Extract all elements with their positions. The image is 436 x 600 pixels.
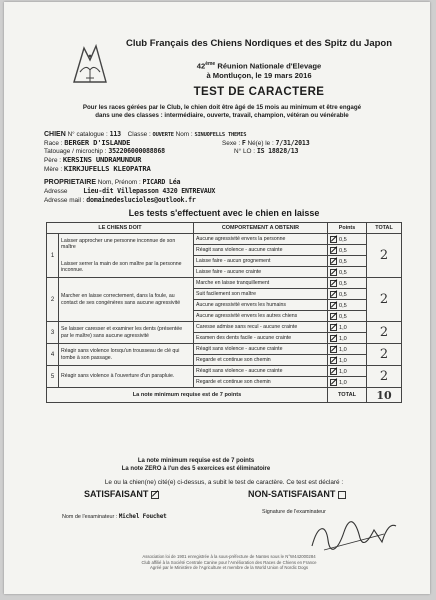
points-value: 1,0 xyxy=(339,335,347,342)
points-value: 0,5 xyxy=(339,236,347,243)
exercise-text: Réagir sans violence à l'ouverture d'un parapluie. xyxy=(61,373,175,380)
points-cell xyxy=(328,333,367,344)
points-cell xyxy=(328,322,367,333)
points-value: 0,5 xyxy=(339,247,347,254)
exercise-description xyxy=(59,366,194,388)
points-cell xyxy=(328,245,367,256)
result-satisfaisant[interactable] xyxy=(84,489,161,499)
behaviour-cell: Réagit sans violence - aucune crainte xyxy=(194,344,328,355)
eligibility-line-2: dans une des classes : intermédiaire, ouverte, travail, champion, vétéran ou vénérable xyxy=(95,112,349,119)
points-checkbox[interactable] xyxy=(330,258,337,265)
owner-address-label: Adresse xyxy=(44,188,68,195)
exercise-text: Laisser approcher une personne inconnue de son maître xyxy=(61,237,176,250)
sexe-label: Sexe : xyxy=(222,140,241,147)
examiner-name: Michel Fouchet xyxy=(118,513,167,520)
points-value: 0,5 xyxy=(339,291,347,298)
page-title: TEST DE CARACTERE xyxy=(193,86,325,98)
sexe-value: F xyxy=(241,139,246,147)
race-label: Race : xyxy=(44,140,63,147)
points-cell xyxy=(328,377,367,388)
owner-email-line xyxy=(44,196,196,205)
header-points: Points xyxy=(328,223,367,234)
examiner-line xyxy=(62,513,167,520)
behaviour-cell: Marche en laisse tranquillement xyxy=(194,278,328,289)
race-value: BERGER D'ISLANDE xyxy=(64,138,131,147)
points-value: 0,5 xyxy=(339,258,347,265)
examiner-signature xyxy=(304,516,400,556)
points-value: 0,5 xyxy=(339,302,347,309)
reunion-suffix: ème xyxy=(205,61,216,67)
points-value: 0,5 xyxy=(339,269,347,276)
behaviour-cell: Regarde et continue son chemin xyxy=(194,355,328,366)
exercise-total: 2 xyxy=(367,234,402,278)
points-checkbox[interactable] xyxy=(330,313,337,320)
footer-minimum: La note minimum requise est de 7 points xyxy=(47,388,328,403)
club-logo xyxy=(70,42,110,88)
header-total: TOTAL xyxy=(367,223,402,234)
event-info xyxy=(114,60,404,80)
exercise-total: 2 xyxy=(367,344,402,366)
behaviour-cell: Réagit sans violence - aucune crainte xyxy=(194,366,328,377)
points-value: 1,0 xyxy=(339,357,347,364)
behaviour-cell: Aucune agressivité envers les humains xyxy=(194,300,328,311)
lo-group xyxy=(234,147,298,156)
behaviour-cell: Caresse admise sans recul - aucune crainte xyxy=(194,322,328,333)
classe-value: OUVERTE xyxy=(152,132,174,138)
points-checkbox[interactable] xyxy=(330,357,337,364)
points-value: 1,0 xyxy=(339,368,347,375)
non-satisfaisant-checkbox[interactable] xyxy=(338,491,346,499)
points-cell xyxy=(328,355,367,366)
tatouage-value: 352206000088868 xyxy=(108,147,165,155)
points-value: 0,5 xyxy=(339,313,347,320)
club-name: Club Français des Chiens Nordiques et des Spitz du Japon xyxy=(125,38,393,49)
exercise-total: 2 xyxy=(367,278,402,322)
reunion-name: Réunion Nationale d'Elevage xyxy=(215,61,322,71)
points-checkbox[interactable] xyxy=(330,247,337,254)
exercise-number: 1 xyxy=(47,234,59,278)
grand-total: 10 xyxy=(367,388,402,403)
satisfaisant-label: SATISFAISANT xyxy=(84,489,149,499)
points-checkbox[interactable] xyxy=(330,302,337,309)
points-cell xyxy=(328,289,367,300)
examiner-label: Nom de l'examinateur : xyxy=(62,514,118,520)
lo-label: N° LO : xyxy=(234,148,256,155)
points-checkbox[interactable] xyxy=(330,291,337,298)
tatouage-label: Tatouage / microchip : xyxy=(44,148,107,155)
lo-value: IS 18828/13 xyxy=(256,147,299,155)
note-minimum: La note minimum requise est de 7 points xyxy=(137,458,255,464)
points-cell xyxy=(328,344,367,355)
non-satisfaisant-label: NON-SATISFAISANT xyxy=(248,489,336,499)
nele-value: 7/31/2013 xyxy=(275,139,310,147)
signature-label: Signature de l'examinateur xyxy=(262,509,326,515)
exercise-number: 2 xyxy=(47,278,59,322)
notes xyxy=(46,458,346,473)
points-checkbox[interactable] xyxy=(330,269,337,276)
table-row xyxy=(47,322,402,333)
mere-value: KIRKJUFELLS KLEOPATRA xyxy=(63,164,151,173)
points-value: 1,0 xyxy=(339,346,347,353)
legal-footer xyxy=(64,554,394,571)
pere-label: Père : xyxy=(44,157,62,164)
legal-line-1: Association loi de 1901 enregistrée à la sous-préfecture de Nantes sous le N°W442000284 xyxy=(142,554,316,559)
exercise-text: Laisser serrer la main de son maître par la personne inconnue. xyxy=(61,260,182,273)
test-sheet xyxy=(4,2,430,594)
header-dog: LE CHIENS DOIT xyxy=(47,223,194,234)
nele-label: Né(e) le : xyxy=(247,140,274,147)
table-row xyxy=(47,234,402,245)
exercise-description xyxy=(59,234,194,278)
points-cell xyxy=(328,234,367,245)
footer-total-label: TOTAL xyxy=(328,388,367,403)
table-row xyxy=(47,344,402,355)
dog-mother-line xyxy=(44,165,151,174)
owner-email-value: domainedeslucioles@outlook.fr xyxy=(86,196,196,204)
behaviour-cell: Réagit sans violence - aucune crainte xyxy=(194,245,328,256)
legal-line-3: Agréé par le Ministère de l'Agriculture et membre de la World Union of Nordic Dogs xyxy=(149,565,309,571)
nom-value: SINUOFELLS THEMIS xyxy=(194,132,247,138)
table-footer-row xyxy=(47,388,402,403)
points-checkbox[interactable] xyxy=(330,280,337,287)
owner-name-value: PICARD Léa xyxy=(142,178,181,186)
eligibility-text xyxy=(42,104,402,120)
header-behaviour: COMPORTEMENT A OBTENIR xyxy=(194,223,328,234)
exercise-number: 5 xyxy=(47,366,59,388)
owner-email-label: Adresse mail : xyxy=(44,197,85,204)
points-cell xyxy=(328,300,367,311)
exercise-text: Marcher en laisse correctement, dans la foule, au contact de ses congénères sans aucune agressivité xyxy=(61,293,181,306)
event-location: à Montluçon, le 19 mars 2016 xyxy=(206,70,312,80)
points-value: 0,5 xyxy=(339,280,347,287)
satisfaisant-checkbox[interactable] xyxy=(151,491,159,499)
reunion-number: 42 xyxy=(196,61,206,71)
catalogue-label: N° catalogue : xyxy=(67,131,108,138)
catalogue-value: 113 xyxy=(109,130,121,138)
points-checkbox[interactable] xyxy=(330,368,337,375)
behaviour-cell: Aucune agressivité envers les autres chiens xyxy=(194,311,328,322)
exercise-number: 4 xyxy=(47,344,59,366)
table-row xyxy=(47,278,402,289)
points-checkbox[interactable] xyxy=(330,379,337,386)
behaviour-cell: Suit facilement son maître xyxy=(194,289,328,300)
nom-label: Nom : xyxy=(175,131,193,138)
points-cell xyxy=(328,311,367,322)
behaviour-cell: Regarde et continue son chemin xyxy=(194,377,328,388)
exercise-text: Se laisser caresser et examiner les dents (présentée par le maître) sans aucune agressivité xyxy=(61,326,183,339)
points-value: 1,0 xyxy=(339,324,347,331)
points-cell xyxy=(328,278,367,289)
table-body xyxy=(47,234,402,388)
behaviour-cell: Laisse faire - aucune crainte xyxy=(194,267,328,278)
exercise-text: Réagir sans violence lorsqu'un trousseau de clé qui tombe à son passage. xyxy=(61,348,180,361)
note-zero: La note ZERO à l'un des 5 exercices est éliminatoire xyxy=(121,465,271,472)
tests-title: Les tests s'effectuent avec le chien en laisse xyxy=(128,208,320,218)
character-test-table xyxy=(46,222,402,403)
behaviour-cell: Aucune agressivité envers la personne xyxy=(194,234,328,245)
exercise-total: 2 xyxy=(367,322,402,344)
exercise-number: 3 xyxy=(47,322,59,344)
owner-line xyxy=(44,178,180,187)
dog-section-label: CHIEN xyxy=(44,131,66,138)
points-checkbox[interactable] xyxy=(330,346,337,353)
points-cell xyxy=(328,366,367,377)
exercise-description xyxy=(59,278,194,322)
points-checkbox[interactable] xyxy=(330,236,337,243)
owner-section-label: PROPRIETAIRE xyxy=(44,179,96,186)
exercise-description xyxy=(59,344,194,366)
points-checkbox[interactable] xyxy=(330,324,337,331)
points-value: 1,0 xyxy=(339,379,347,386)
pere-value: KERSINS UNDRAMUNDUR xyxy=(62,155,142,164)
exercise-total: 2 xyxy=(367,366,402,388)
result-non-satisfaisant[interactable] xyxy=(248,489,348,499)
attestation-text: Le ou la chien(ne) cité(e) ci-dessus, a subit le test de caractère. Ce test est déclaré : xyxy=(104,479,344,486)
behaviour-cell: Laisse faire - aucun grognement xyxy=(194,256,328,267)
points-cell xyxy=(328,256,367,267)
owner-name-label: Nom, Prénom : xyxy=(97,179,141,186)
behaviour-cell: Examen des dents facile - aucune crainte xyxy=(194,333,328,344)
points-checkbox[interactable] xyxy=(330,335,337,342)
table-row xyxy=(47,366,402,377)
points-cell xyxy=(328,267,367,278)
eligibility-line-1: Pour les races gérées par le Club, le chien doit être âgé de 15 mois au minimum et être engagé xyxy=(82,104,362,111)
owner-address-value: Lieu-dit Villepasson 4320 ENTREVAUX xyxy=(83,187,216,195)
table-header-row xyxy=(47,223,402,234)
owner-address-line xyxy=(44,187,215,196)
exercise-description xyxy=(59,322,194,344)
legal-line-2: Club affilié à la Société Centrale Canine pour l'Amélioration des Races de Chiens en France xyxy=(141,559,317,565)
classe-label: Classe : xyxy=(127,131,151,138)
mere-label: Mère : xyxy=(44,166,63,173)
